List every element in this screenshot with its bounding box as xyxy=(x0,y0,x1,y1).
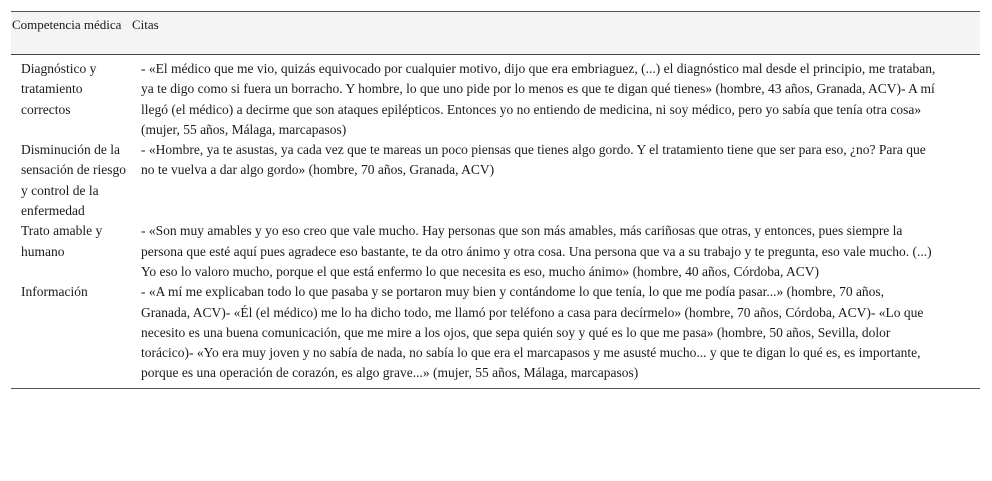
table-row xyxy=(11,282,980,383)
row-citas: - «El médico que me vio, quizás equivocado por cualquier motivo, dijo que era embriaguez, (...) el diagnóstico mal desde el principio, me trataban, ya te digo como si fuera un borracho. Y hombre, lo que uno pide por lo menos es que te digan qué tienes» (hombre, 43 años, Granada, ACV)- A mí llegó (el médico) a decirme que son ataques epilépticos. Entonces yo no entiendo de medicina, ni soy médico, pero yo sabía que tenía otra cosa» (mujer, 55 años, Málaga, marcapasos) xyxy=(141,61,936,137)
row-citas: - «Son muy amables y yo eso creo que vale mucho. Hay personas que son más amables, más cariñosas que otras, y entonces, pues siempre la persona que esté aquí pues agradece eso bastante, te da otro ánimo y otra cosa. Una persona que va a su trabajo y te pregunta, eso vale mucho. (...) Yo eso lo valoro mucho, porque el que está enfermo lo que necesita es eso, mucho ánimo» (hombre, 40 años, Córdoba, ACV) xyxy=(141,223,932,279)
row-competencia: Información xyxy=(21,284,88,300)
row-competencia: Diagnóstico y tratamiento correctos xyxy=(21,61,97,117)
row-citas: - «A mí me explicaban todo lo que pasaba y se portaron muy bien y contándome lo que tenía, lo que me podía pasar...» (hombre, 70 años, Granada, ACV)- «Él (el médico) me lo ha dicho todo, me llamó por teléfono a casa para decírmelo» (hombre, 70 años, Córdoba, ACV)- «Lo que necesito es una buena comunicación, que me mire a los ojos, que sepa quién soy y qué es lo que me pasa» (hombre, 50 años, Sevilla, dolor torácico)- «Yo era muy joven y no sabía de nada, no sabía lo que era el marcapasos y me asusté mucho... y que te digan lo qué es, es importante, porque es una operación de corazón, es algo grave...» (mujer, 55 años, Málaga, marcapasos) xyxy=(141,284,924,381)
header-competencia: Competencia médica xyxy=(12,17,122,32)
header-citas: Citas xyxy=(132,17,159,32)
table-row xyxy=(11,221,980,282)
row-competencia: Disminución de la sensación de riesgo y control de la enfermedad xyxy=(21,142,126,219)
row-citas: - «Hombre, ya te asustas, ya cada vez que te mareas un poco piensas que tienes algo gordo. Y el tratamiento tiene que ser para eso, ¿no? Para que no te vuelva a dar algo gordo» (hombre, 70 años, Granada, ACV) xyxy=(141,142,926,178)
table-body xyxy=(11,55,980,384)
table-row xyxy=(11,59,980,140)
table-bottom-rule xyxy=(11,388,980,389)
table-row xyxy=(11,140,980,221)
quotes-table xyxy=(11,11,980,389)
row-competencia: Trato amable y humano xyxy=(21,223,103,259)
table-header xyxy=(11,12,980,55)
